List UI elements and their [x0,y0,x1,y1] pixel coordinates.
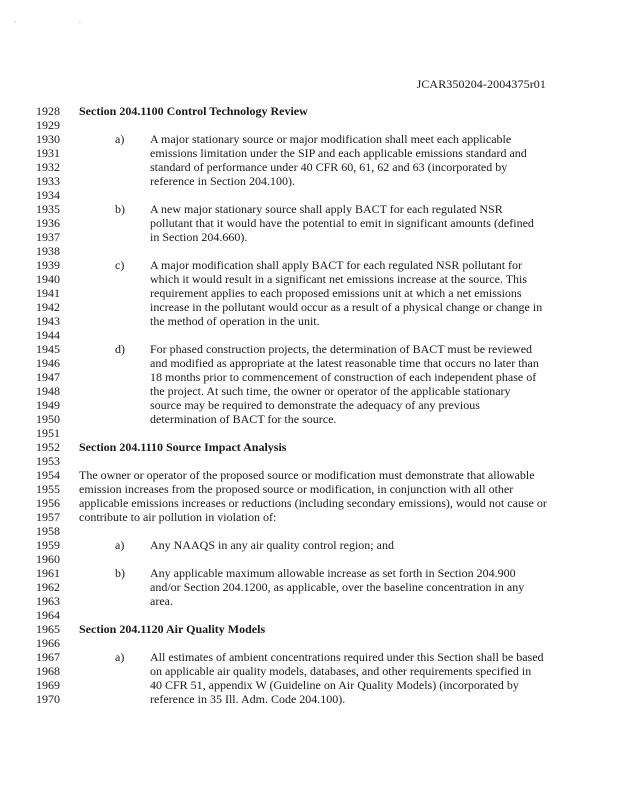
item-label-1100-d: d) [115,342,125,356]
paragraph-1100-a-line: standard of performance under 40 CFR 60, 61, 62 and 63 (incorporated by [150,160,508,174]
item-label-1100-b: b) [115,202,125,216]
paragraph-1100-b-line: A new major stationary source shall apply BACT for each regulated NSR [150,202,503,216]
paragraph-1110-b-line: area. [150,594,173,608]
line-number: 1966 [36,636,60,650]
paragraph-1100-a-line: emissions limitation under the SIP and each applicable emissions standard and [150,146,527,160]
line-number: 1930 [36,132,60,146]
paragraph-1120-a-line: All estimates of ambient concentrations required under this Section shall be based [150,650,544,664]
item-label-1100-a: a) [115,132,125,146]
paragraph-1100-c-line: the method of operation in the unit. [150,314,320,328]
paragraph-1100-d-line: source may be required to demonstrate the adequacy of any previous [150,398,480,412]
paragraph-1110-intro-line: emission increases from the proposed source or modification, in conjunction with all other [79,482,514,496]
line-number: 1953 [36,454,60,468]
line-number: 1959 [36,538,60,552]
line-number: 1933 [36,174,60,188]
line-number: 1943 [36,314,60,328]
paragraph-1100-b-line: in Section 204.660). [150,230,248,244]
scan-marks: · · [14,18,112,27]
line-number: 1945 [36,342,60,356]
line-number: 1938 [36,244,60,258]
line-number: 1957 [36,510,60,524]
line-number: 1942 [36,300,60,314]
line-number: 1934 [36,188,60,202]
line-number: 1955 [36,482,60,496]
line-number: 1962 [36,580,60,594]
paragraph-1110-intro-line: contribute to air pollution in violation of: [79,510,277,524]
line-number: 1965 [36,622,60,636]
paragraph-1120-a-line: reference in 35 Ill. Adm. Code 204.100). [150,692,346,706]
line-number: 1951 [36,426,60,440]
item-label-1110-a: a) [115,538,125,552]
paragraph-1120-a-line: 40 CFR 51, appendix W (Guideline on Air Quality Models) (incorporated by [150,678,519,692]
line-number: 1937 [36,230,60,244]
line-number: 1969 [36,678,60,692]
line-number: 1958 [36,524,60,538]
section-heading-1110: Section 204.1110 Source Impact Analysis [79,440,287,454]
line-number: 1948 [36,384,60,398]
line-number: 1960 [36,552,60,566]
paragraph-1110-b-line: Any applicable maximum allowable increase as set forth in Section 204.900 [150,566,516,580]
line-number: 1949 [36,398,60,412]
paragraph-1100-d-line: and modified as appropriate at the latest reasonable time that occurs no later than [150,356,539,370]
paragraph-1100-d-line: determination of BACT for the source. [150,412,337,426]
line-number: 1964 [36,608,60,622]
paragraph-1100-d-line: the project. At such time, the owner or operator of the applicable stationary [150,384,511,398]
line-number: 1944 [36,328,60,342]
line-number: 1928 [36,104,60,118]
section-heading-1120: Section 204.1120 Air Quality Models [79,622,266,636]
item-label-1110-b: b) [115,566,125,580]
paragraph-1100-a-line: reference in Section 204.100). [150,174,295,188]
paragraph-1110-intro-line: The owner or operator of the proposed source or modification must demonstrate that allowable [79,468,535,482]
paragraph-1100-d-line: For phased construction projects, the determination of BACT must be reviewed [150,342,533,356]
line-number: 1954 [36,468,60,482]
paragraph-1100-d-line: 18 months prior to commencement of construction of each independent phase of [150,370,537,384]
document-id: JCAR350204-2004375r01 [416,77,546,91]
line-number: 1961 [36,566,60,580]
paragraph-1100-c-line: requirement applies to each proposed emissions unit at which a net emissions [150,286,522,300]
line-number: 1940 [36,272,60,286]
line-number: 1963 [36,594,60,608]
item-label-1100-c: c) [115,258,125,272]
line-number: 1946 [36,356,60,370]
item-label-1120-a: a) [115,650,125,664]
paragraph-1100-c-line: which it would result in a significant net emissions increase at the source. This [150,272,528,286]
paragraph-1100-b-line: pollutant that it would have the potential to emit in significant amounts (defined [150,216,534,230]
paragraph-1100-a-line: A major stationary source or major modification shall meet each applicable [150,132,512,146]
line-number: 1956 [36,496,60,510]
line-number: 1935 [36,202,60,216]
line-number: 1947 [36,370,60,384]
line-number: 1939 [36,258,60,272]
line-number: 1936 [36,216,60,230]
line-number: 1970 [36,692,60,706]
section-heading-1100: Section 204.1100 Control Technology Review [79,104,308,118]
line-number: 1950 [36,412,60,426]
paragraph-1110-b-line: and/or Section 204.1200, as applicable, over the baseline concentration in any [150,580,525,594]
paragraph-1120-a-line: on applicable air quality models, databases, and other requirements specified in [150,664,532,678]
line-number: 1952 [36,440,60,454]
paragraph-1110-intro-line: applicable emissions increases or reductions (including secondary emissions), would not cause or [79,496,547,510]
line-number: 1932 [36,160,60,174]
paragraph-1110-a-line: Any NAAQS in any air quality control region; and [150,538,394,552]
line-number: 1967 [36,650,60,664]
paragraph-1100-c-line: increase in the pollutant would occur as a result of a physical change or change in [150,300,543,314]
line-number: 1931 [36,146,60,160]
line-number: 1968 [36,664,60,678]
line-number: 1941 [36,286,60,300]
paragraph-1100-c-line: A major modification shall apply BACT for each regulated NSR pollutant for [150,258,523,272]
line-number: 1929 [36,118,60,132]
